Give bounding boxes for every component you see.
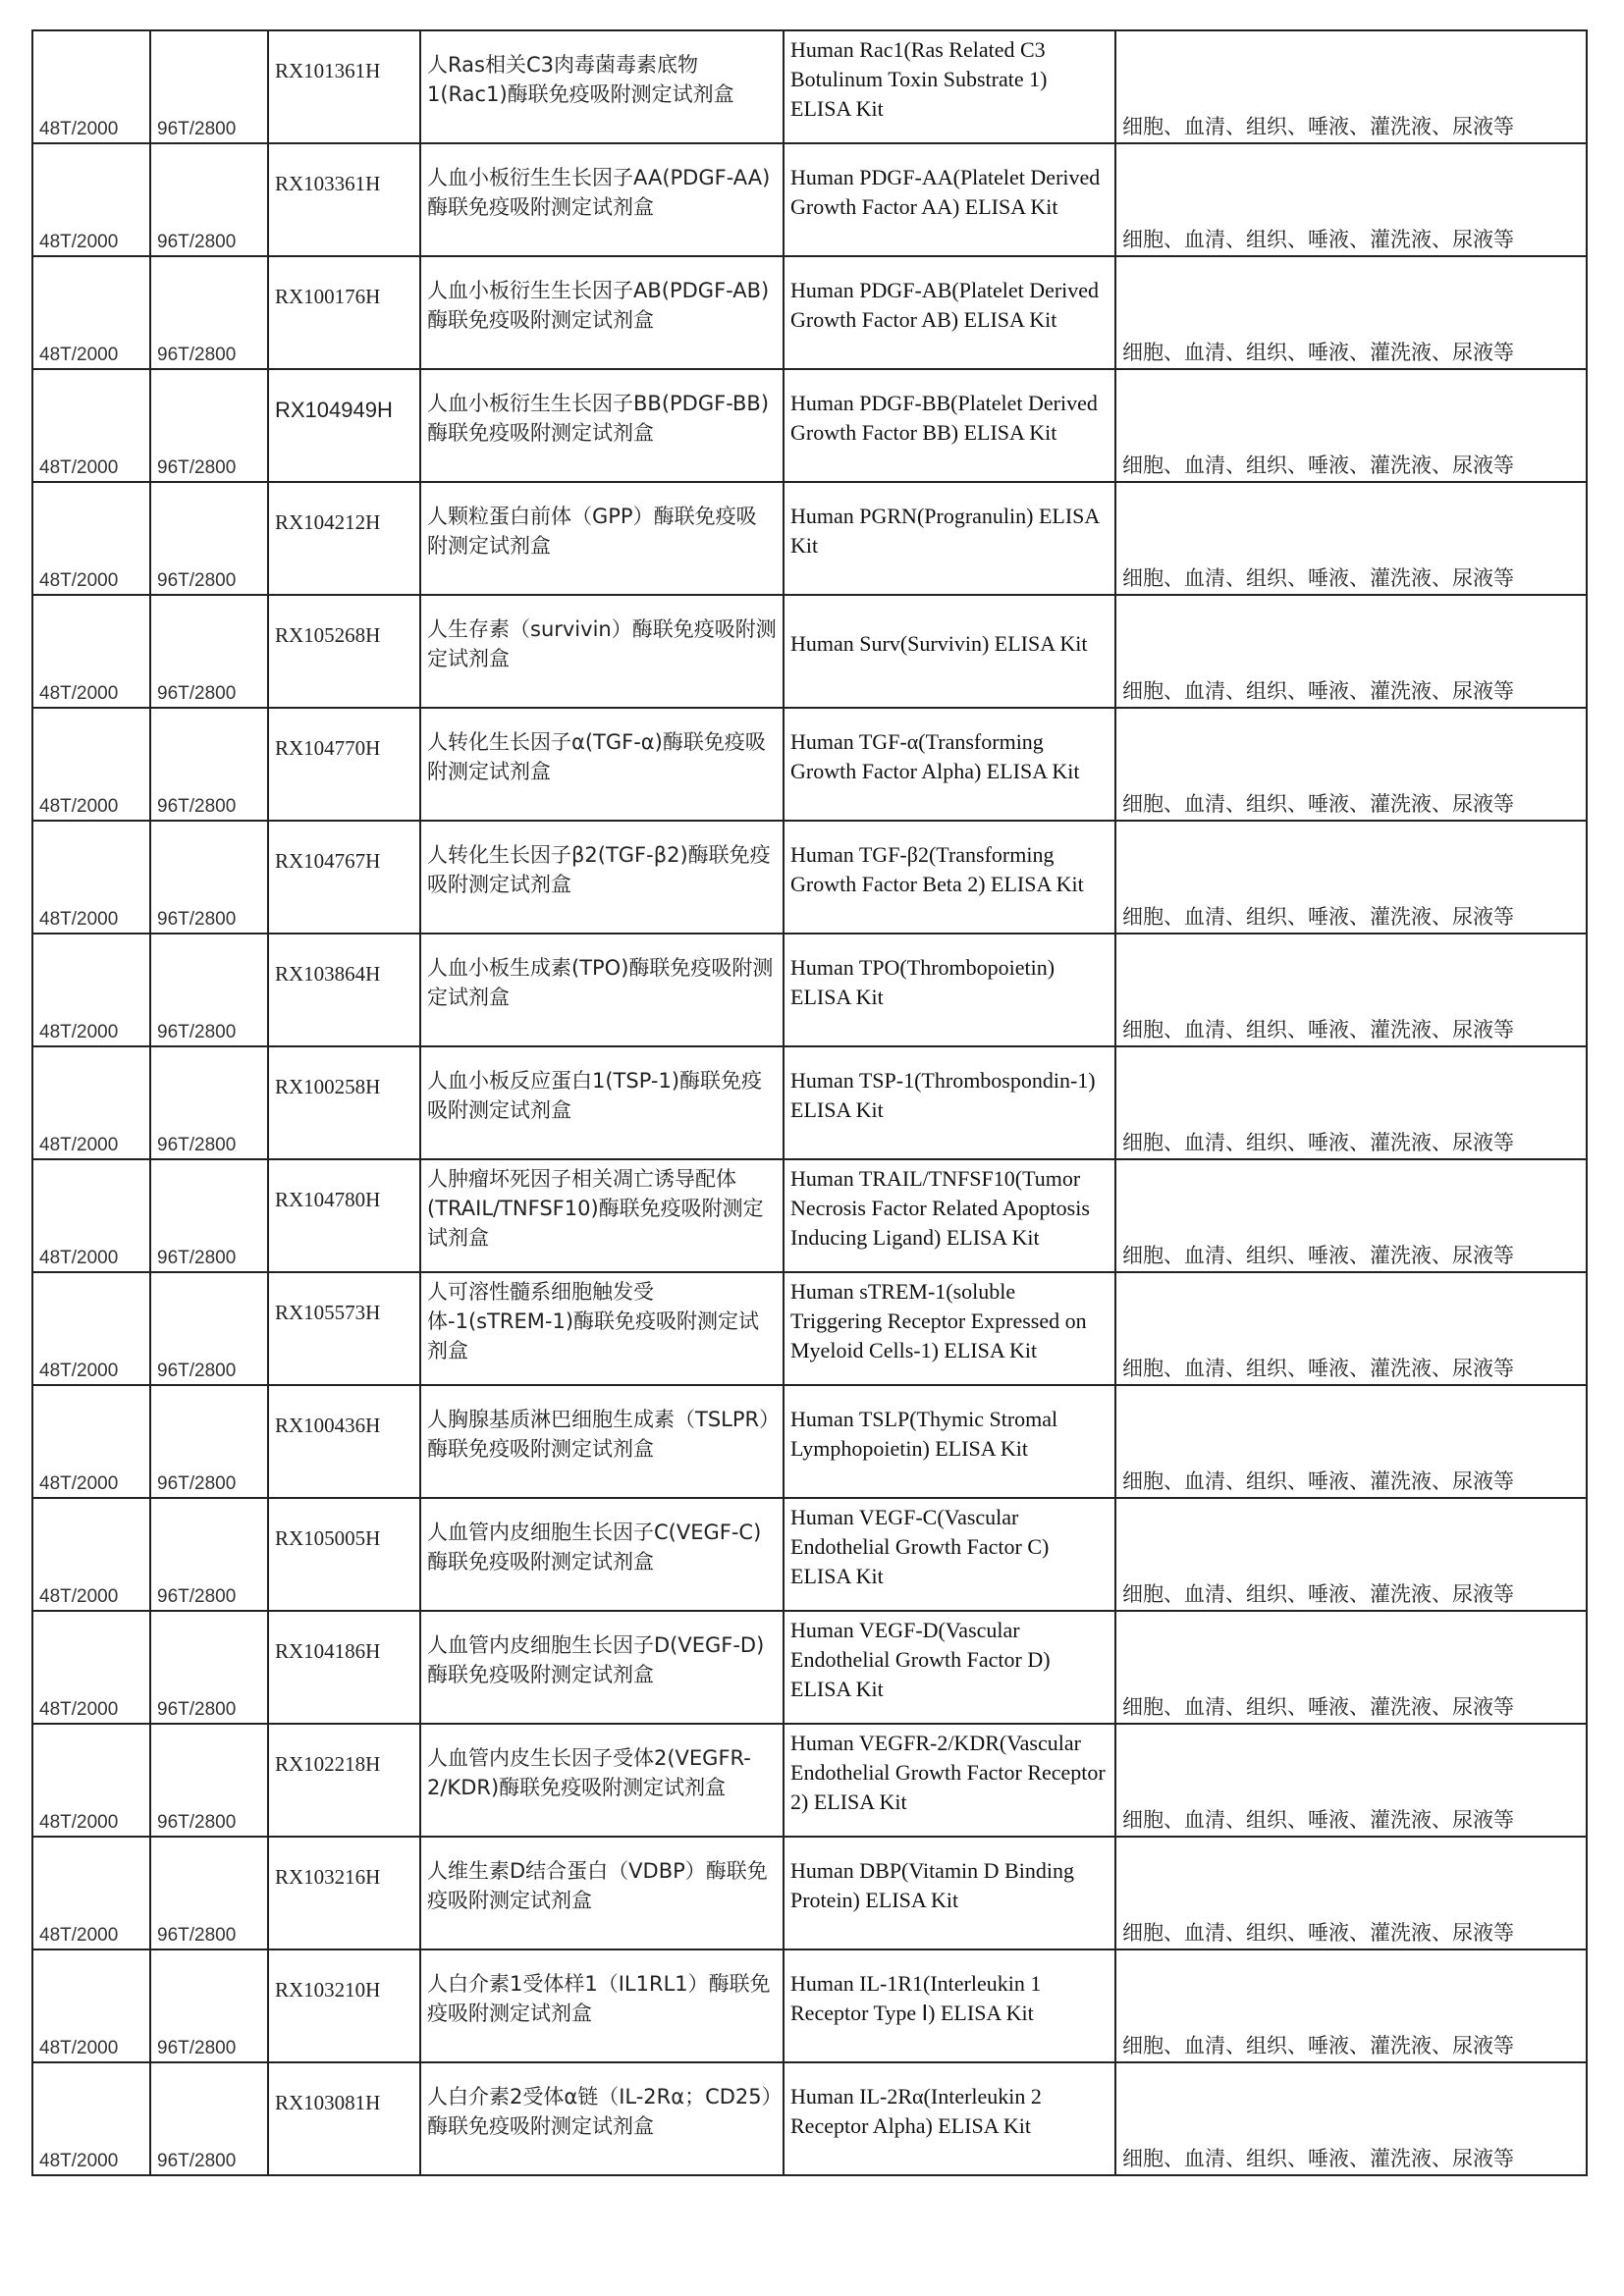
english-product-name: Human VEGF-D(Vascular Endothelial Growth Factor D) ELISA Kit [790, 1617, 1051, 1701]
english-product-name: Human Surv(Survivin) ELISA Kit [790, 630, 1088, 656]
kit-size-96t-cell [150, 1724, 268, 1837]
chinese-product-name: 人血管内皮细胞生长因子C(VEGF-C)酶联免疫吸附测定试剂盒 [427, 1520, 762, 1574]
english-product-name: Human IL-2Rα(Interleukin 2 Receptor Alpha) ELISA Kit [790, 2083, 1042, 2138]
kit-size-96t: 96T/2800 [157, 1699, 237, 1720]
chinese-product-name: 人肿瘤坏死因子相关凋亡诱导配体(TRAIL/TNFSF10)酶联免疫吸附测定试剂盒 [427, 1166, 764, 1250]
sample-types-cell [1115, 2062, 1587, 2175]
catalog-number: RX103361H [275, 172, 381, 195]
kit-size-48t-cell [32, 1385, 150, 1498]
english-product-name: Human PGRN(Progranulin) ELISA Kit [790, 503, 1100, 558]
kit-size-48t-cell [32, 1611, 150, 1724]
sample-types-cell [1115, 821, 1587, 934]
catalog-number-cell [268, 934, 420, 1046]
sample-types: 细胞、血清、组织、唾液、灌洗液、尿液等 [1122, 792, 1514, 816]
english-name-cell [784, 482, 1115, 595]
kit-size-96t-cell [150, 1159, 268, 1272]
chinese-product-name: 人Ras相关C3肉毒菌毒素底物1(Rac1)酶联免疫吸附测定试剂盒 [427, 52, 734, 106]
english-name-cell [784, 1272, 1115, 1385]
catalog-number: RX100258H [275, 1075, 381, 1098]
catalog-number-cell [268, 369, 420, 482]
chinese-product-name: 人血小板反应蛋白1(TSP-1)酶联免疫吸附测定试剂盒 [427, 1068, 763, 1122]
sample-types-cell [1115, 1272, 1587, 1385]
table-row [32, 1498, 1587, 1611]
chinese-name-cell [420, 595, 784, 708]
sample-types-cell [1115, 369, 1587, 482]
sample-types-cell [1115, 708, 1587, 821]
sample-types-cell [1115, 143, 1587, 256]
kit-size-96t-cell [150, 143, 268, 256]
english-name-cell [784, 1611, 1115, 1724]
kit-size-96t-cell [150, 256, 268, 369]
catalog-number-cell [268, 1949, 420, 2062]
catalog-number: RX103210H [275, 1978, 381, 2002]
catalog-number-cell [268, 1385, 420, 1498]
kit-size-48t-cell [32, 1724, 150, 1837]
catalog-number-cell [268, 1046, 420, 1159]
sample-types-cell [1115, 256, 1587, 369]
kit-size-48t: 48T/2000 [39, 1022, 119, 1042]
product-catalog-table [31, 29, 1588, 2176]
english-product-name: Human TSP-1(Thrombospondin-1) ELISA Kit [790, 1067, 1096, 1122]
kit-size-48t-cell [32, 934, 150, 1046]
chinese-name-cell [420, 821, 784, 934]
sample-types-cell [1115, 595, 1587, 708]
kit-size-96t-cell [150, 482, 268, 595]
kit-size-48t: 48T/2000 [39, 796, 119, 817]
catalog-number-cell [268, 1272, 420, 1385]
sample-types: 细胞、血清、组织、唾液、灌洗液、尿液等 [1122, 1357, 1514, 1380]
catalog-number-cell [268, 482, 420, 595]
table-row [32, 482, 1587, 595]
kit-size-48t: 48T/2000 [39, 457, 119, 478]
chinese-name-cell [420, 1611, 784, 1724]
table-row [32, 1046, 1587, 1159]
catalog-body [32, 30, 1587, 2175]
english-product-name: Human TPO(Thrombopoietin) ELISA Kit [790, 954, 1056, 1009]
table-row [32, 595, 1587, 708]
catalog-number-cell [268, 1498, 420, 1611]
english-name-cell [784, 369, 1115, 482]
sample-types-cell [1115, 482, 1587, 595]
sample-types-cell [1115, 30, 1587, 143]
english-name-cell [784, 1949, 1115, 2062]
english-product-name: Human VEGF-C(Vascular Endothelial Growth Factor C) ELISA Kit [790, 1504, 1050, 1588]
kit-size-48t-cell [32, 30, 150, 143]
chinese-name-cell [420, 30, 784, 143]
catalog-number: RX103216H [275, 1865, 381, 1889]
kit-size-96t: 96T/2800 [157, 1361, 237, 1381]
chinese-name-cell [420, 1272, 784, 1385]
kit-size-96t: 96T/2800 [157, 1925, 237, 1946]
kit-size-96t-cell [150, 708, 268, 821]
catalog-number: RX104780H [275, 1188, 381, 1211]
table-row [32, 708, 1587, 821]
english-product-name: Human TSLP(Thymic Stromal Lymphopoietin) ELISA Kit [790, 1406, 1058, 1461]
table-row [32, 1724, 1587, 1837]
chinese-product-name: 人血小板生成素(TPO)酶联免疫吸附测定试剂盒 [427, 955, 774, 1009]
chinese-product-name: 人维生素D结合蛋白（VDBP）酶联免疫吸附测定试剂盒 [427, 1858, 768, 1912]
kit-size-96t-cell [150, 369, 268, 482]
sample-types-cell [1115, 1159, 1587, 1272]
table-row [32, 1837, 1587, 1949]
english-product-name: Human PDGF-AB(Platelet Derived Growth Factor AB) ELISA Kit [790, 277, 1100, 332]
sample-types: 细胞、血清、组织、唾液、灌洗液、尿液等 [1122, 1808, 1514, 1832]
english-name-cell [784, 934, 1115, 1046]
catalog-number: RX102218H [275, 1752, 381, 1776]
sample-types: 细胞、血清、组织、唾液、灌洗液、尿液等 [1122, 1582, 1514, 1606]
sample-types: 细胞、血清、组织、唾液、灌洗液、尿液等 [1122, 2034, 1514, 2057]
catalog-number: RX104949H [275, 397, 393, 422]
catalog-number: RX100436H [275, 1414, 381, 1437]
kit-size-48t-cell [32, 595, 150, 708]
english-product-name: Human PDGF-AA(Platelet Derived Growth Factor AA) ELISA Kit [790, 164, 1101, 219]
kit-size-48t: 48T/2000 [39, 570, 119, 591]
catalog-number: RX103081H [275, 2091, 381, 2114]
kit-size-96t: 96T/2800 [157, 1586, 237, 1607]
catalog-number-cell [268, 143, 420, 256]
english-name-cell [784, 708, 1115, 821]
chinese-name-cell [420, 1159, 784, 1272]
chinese-name-cell [420, 1046, 784, 1159]
catalog-number-cell [268, 821, 420, 934]
sample-types-cell [1115, 1385, 1587, 1498]
sample-types: 细胞、血清、组织、唾液、灌洗液、尿液等 [1122, 905, 1514, 929]
kit-size-96t: 96T/2800 [157, 1473, 237, 1494]
catalog-number-cell [268, 256, 420, 369]
sample-types: 细胞、血清、组织、唾液、灌洗液、尿液等 [1122, 454, 1514, 477]
chinese-product-name: 人血小板衍生生长因子AB(PDGF-AB)酶联免疫吸附测定试剂盒 [427, 278, 770, 332]
kit-size-48t-cell [32, 1159, 150, 1272]
table-row [32, 821, 1587, 934]
english-product-name: Human PDGF-BB(Platelet Derived Growth Factor BB) ELISA Kit [790, 390, 1098, 445]
kit-size-96t: 96T/2800 [157, 2151, 237, 2171]
sample-types-cell [1115, 1949, 1587, 2062]
sample-types-cell [1115, 1611, 1587, 1724]
chinese-name-cell [420, 143, 784, 256]
catalog-number-cell [268, 1159, 420, 1272]
chinese-name-cell [420, 482, 784, 595]
catalog-number: RX104186H [275, 1639, 381, 1663]
kit-size-48t-cell [32, 2062, 150, 2175]
sample-types: 细胞、血清、组织、唾液、灌洗液、尿液等 [1122, 1921, 1514, 1945]
table-row [32, 1159, 1587, 1272]
sample-types-cell [1115, 934, 1587, 1046]
table-row [32, 1949, 1587, 2062]
kit-size-96t-cell [150, 1272, 268, 1385]
english-name-cell [784, 143, 1115, 256]
english-name-cell [784, 30, 1115, 143]
english-product-name: Human IL-1R1(Interleukin 1 Receptor Type Ⅰ) ELISA Kit [790, 1970, 1042, 2025]
kit-size-96t: 96T/2800 [157, 683, 237, 704]
kit-size-96t-cell [150, 1611, 268, 1724]
chinese-product-name: 人血管内皮细胞生长因子D(VEGF-D)酶联免疫吸附测定试剂盒 [427, 1632, 765, 1686]
kit-size-48t-cell [32, 708, 150, 821]
english-name-cell [784, 256, 1115, 369]
sample-types: 细胞、血清、组织、唾液、灌洗液、尿液等 [1122, 1244, 1514, 1267]
sample-types: 细胞、血清、组织、唾液、灌洗液、尿液等 [1122, 1695, 1514, 1719]
chinese-name-cell [420, 934, 784, 1046]
table-row [32, 143, 1587, 256]
kit-size-96t: 96T/2800 [157, 345, 237, 365]
chinese-product-name: 人颗粒蛋白前体（GPP）酶联免疫吸附测定试剂盒 [427, 504, 757, 558]
kit-size-48t: 48T/2000 [39, 909, 119, 930]
kit-size-48t: 48T/2000 [39, 1135, 119, 1155]
english-product-name: Human VEGFR-2/KDR(Vascular Endothelial Growth Factor Receptor 2) ELISA Kit [790, 1730, 1106, 1814]
table-row [32, 934, 1587, 1046]
kit-size-96t: 96T/2800 [157, 1135, 237, 1155]
english-product-name: Human TRAIL/TNFSF10(Tumor Necrosis Factor Related Apoptosis Inducing Ligand) ELISA Kit [790, 1165, 1090, 1250]
kit-size-48t: 48T/2000 [39, 1586, 119, 1607]
kit-size-96t-cell [150, 934, 268, 1046]
kit-size-48t: 48T/2000 [39, 1925, 119, 1946]
table-row [32, 369, 1587, 482]
catalog-number-cell [268, 595, 420, 708]
catalog-number: RX101361H [275, 59, 381, 82]
english-name-cell [784, 595, 1115, 708]
catalog-number-cell [268, 30, 420, 143]
chinese-product-name: 人血管内皮生长因子受体2(VEGFR-2/KDR)酶联免疫吸附测定试剂盒 [427, 1745, 751, 1799]
catalog-number: RX100176H [275, 285, 381, 308]
english-product-name: Human sTREM-1(soluble Triggering Receptor Expressed on Myeloid Cells-1) ELISA Kit [790, 1278, 1087, 1362]
catalog-number: RX104212H [275, 510, 381, 534]
kit-size-48t: 48T/2000 [39, 1361, 119, 1381]
kit-size-96t-cell [150, 30, 268, 143]
chinese-name-cell [420, 256, 784, 369]
kit-size-96t: 96T/2800 [157, 909, 237, 930]
catalog-number: RX105268H [275, 623, 381, 647]
catalog-number: RX103864H [275, 962, 381, 986]
chinese-name-cell [420, 1837, 784, 1949]
sample-types-cell [1115, 1724, 1587, 1837]
english-name-cell [784, 1724, 1115, 1837]
kit-size-48t: 48T/2000 [39, 1812, 119, 1833]
sample-types: 细胞、血清、组织、唾液、灌洗液、尿液等 [1122, 228, 1514, 251]
kit-size-96t: 96T/2800 [157, 232, 237, 252]
english-name-cell [784, 1498, 1115, 1611]
kit-size-96t-cell [150, 1949, 268, 2062]
sample-types: 细胞、血清、组织、唾液、灌洗液、尿液等 [1122, 115, 1514, 138]
catalog-number-cell [268, 1611, 420, 1724]
kit-size-96t-cell [150, 2062, 268, 2175]
kit-size-48t-cell [32, 143, 150, 256]
chinese-name-cell [420, 1498, 784, 1611]
kit-size-48t: 48T/2000 [39, 2151, 119, 2171]
catalog-number: RX105573H [275, 1301, 381, 1324]
kit-size-48t-cell [32, 1498, 150, 1611]
sample-types: 细胞、血清、组织、唾液、灌洗液、尿液等 [1122, 1469, 1514, 1493]
sample-types-cell [1115, 1498, 1587, 1611]
english-name-cell [784, 1046, 1115, 1159]
english-product-name: Human Rac1(Ras Related C3 Botulinum Toxin Substrate 1) ELISA Kit [790, 36, 1048, 121]
kit-size-48t-cell [32, 1046, 150, 1159]
kit-size-48t-cell [32, 369, 150, 482]
sample-types: 细胞、血清、组织、唾液、灌洗液、尿液等 [1122, 1131, 1514, 1154]
catalog-number: RX104770H [275, 736, 381, 760]
catalog-number-cell [268, 708, 420, 821]
english-product-name: Human TGF-β2(Transforming Growth Factor Beta 2) ELISA Kit [790, 841, 1084, 896]
table-row [32, 1611, 1587, 1724]
english-name-cell [784, 821, 1115, 934]
kit-size-48t: 48T/2000 [39, 1473, 119, 1494]
english-name-cell [784, 1159, 1115, 1272]
english-product-name: Human TGF-α(Transforming Growth Factor Alpha) ELISA Kit [790, 728, 1080, 783]
sample-types-cell [1115, 1046, 1587, 1159]
kit-size-96t: 96T/2800 [157, 570, 237, 591]
kit-size-48t-cell [32, 256, 150, 369]
chinese-product-name: 人白介素2受体α链（IL-2Rα；CD25）酶联免疫吸附测定试剂盒 [427, 2084, 773, 2138]
kit-size-48t: 48T/2000 [39, 2038, 119, 2058]
kit-size-96t: 96T/2800 [157, 1022, 237, 1042]
chinese-product-name: 人血小板衍生生长因子BB(PDGF-BB)酶联免疫吸附测定试剂盒 [427, 391, 770, 445]
table-row [32, 30, 1587, 143]
english-name-cell [784, 2062, 1115, 2175]
table-row [32, 2062, 1587, 2175]
kit-size-48t: 48T/2000 [39, 232, 119, 252]
catalog-number-cell [268, 1837, 420, 1949]
chinese-product-name: 人转化生长因子β2(TGF-β2)酶联免疫吸附测定试剂盒 [427, 842, 771, 896]
table-row [32, 1272, 1587, 1385]
kit-size-96t: 96T/2800 [157, 796, 237, 817]
catalog-number: RX105005H [275, 1526, 381, 1550]
kit-size-48t-cell [32, 1949, 150, 2062]
catalog-number-cell [268, 2062, 420, 2175]
kit-size-96t: 96T/2800 [157, 2038, 237, 2058]
kit-size-96t-cell [150, 1046, 268, 1159]
kit-size-48t-cell [32, 482, 150, 595]
kit-size-48t-cell [32, 1272, 150, 1385]
sample-types: 细胞、血清、组织、唾液、灌洗液、尿液等 [1122, 566, 1514, 590]
kit-size-96t-cell [150, 595, 268, 708]
table-row [32, 1385, 1587, 1498]
sample-types: 细胞、血清、组织、唾液、灌洗液、尿液等 [1122, 1018, 1514, 1041]
kit-size-48t: 48T/2000 [39, 119, 119, 139]
sample-types-cell [1115, 1837, 1587, 1949]
sample-types: 细胞、血清、组织、唾液、灌洗液、尿液等 [1122, 679, 1514, 703]
english-name-cell [784, 1385, 1115, 1498]
kit-size-96t-cell [150, 1498, 268, 1611]
chinese-name-cell [420, 369, 784, 482]
english-product-name: Human DBP(Vitamin D Binding Protein) ELISA Kit [790, 1857, 1074, 1912]
kit-size-96t: 96T/2800 [157, 1812, 237, 1833]
kit-size-48t: 48T/2000 [39, 1699, 119, 1720]
kit-size-48t: 48T/2000 [39, 683, 119, 704]
sample-types: 细胞、血清、组织、唾液、灌洗液、尿液等 [1122, 2147, 1514, 2170]
sample-types: 细胞、血清、组织、唾液、灌洗液、尿液等 [1122, 341, 1514, 364]
table-row [32, 256, 1587, 369]
chinese-product-name: 人生存素（survivin）酶联免疫吸附测定试剂盒 [427, 616, 777, 670]
catalog-number-cell [268, 1724, 420, 1837]
kit-size-48t: 48T/2000 [39, 1248, 119, 1268]
chinese-name-cell [420, 708, 784, 821]
chinese-product-name: 人转化生长因子α(TGF-α)酶联免疫吸附测定试剂盒 [427, 729, 766, 783]
kit-size-48t: 48T/2000 [39, 345, 119, 365]
chinese-name-cell [420, 1724, 784, 1837]
kit-size-48t-cell [32, 821, 150, 934]
kit-size-48t-cell [32, 1837, 150, 1949]
chinese-name-cell [420, 1385, 784, 1498]
kit-size-96t: 96T/2800 [157, 119, 237, 139]
catalog-number: RX104767H [275, 849, 381, 873]
kit-size-96t-cell [150, 1385, 268, 1498]
kit-size-96t: 96T/2800 [157, 1248, 237, 1268]
kit-size-96t-cell [150, 1837, 268, 1949]
chinese-product-name: 人白介素1受体样1（IL1RL1）酶联免疫吸附测定试剂盒 [427, 1971, 771, 2025]
kit-size-96t: 96T/2800 [157, 457, 237, 478]
english-name-cell [784, 1837, 1115, 1949]
chinese-name-cell [420, 2062, 784, 2175]
kit-size-96t-cell [150, 821, 268, 934]
chinese-product-name: 人可溶性髓系细胞触发受体-1(sTREM-1)酶联免疫吸附测定试剂盒 [427, 1279, 760, 1362]
chinese-product-name: 人胸腺基质淋巴细胞生成素（TSLPR）酶联免疫吸附测定试剂盒 [427, 1407, 770, 1461]
chinese-name-cell [420, 1949, 784, 2062]
chinese-product-name: 人血小板衍生生长因子AA(PDGF-AA)酶联免疫吸附测定试剂盒 [427, 165, 771, 219]
